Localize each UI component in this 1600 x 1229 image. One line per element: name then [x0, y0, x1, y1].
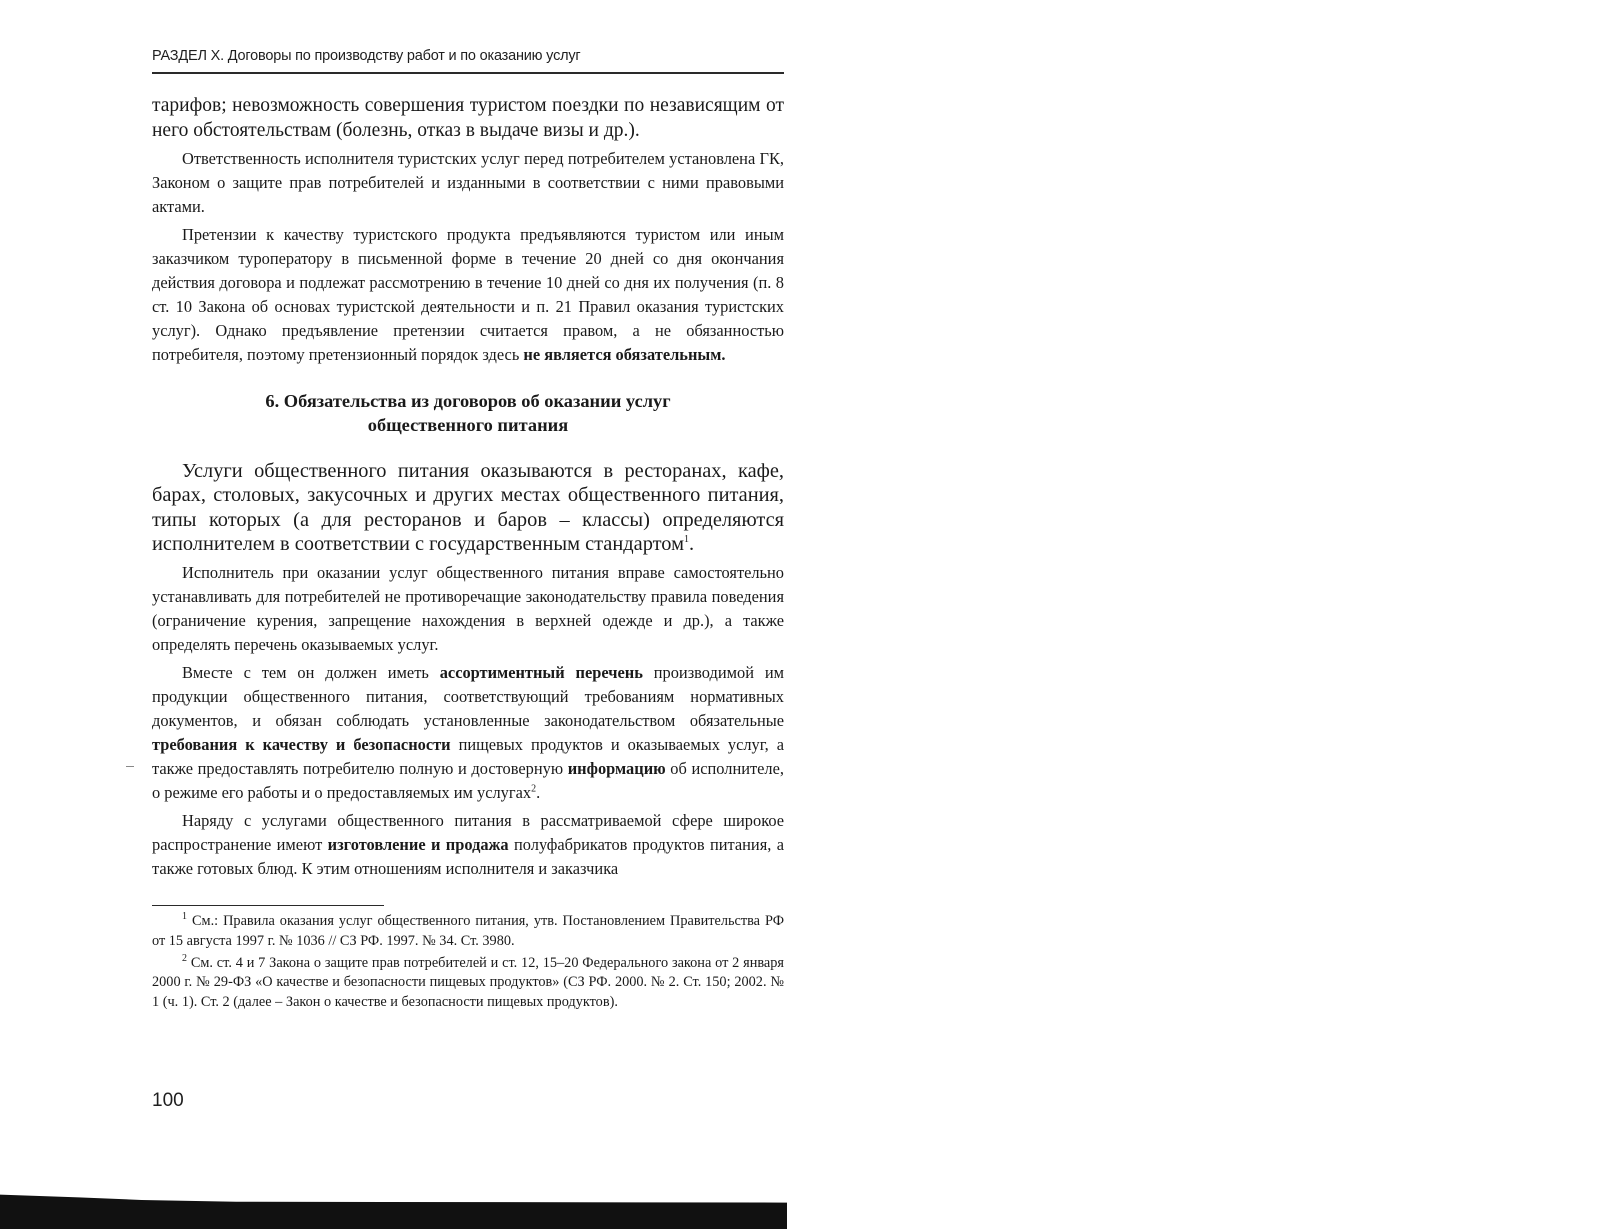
- footnote-2-text: См. ст. 4 и 7 Закона о защите прав потребителей и ст. 12, 15–20 Федерального закона от 2 января 2000 г. № 29-ФЗ «О качестве и безопасности пищевых продуктов» (СЗ РФ. 2000. № 2. Ст. 150; 2002. № 1 (ч. 1). Ст. 2 (далее – Закон о качестве и безопасности пищевых продуктов).: [152, 954, 784, 1010]
- margin-mark: [126, 766, 134, 767]
- footnote-ref-1: 1: [683, 534, 689, 546]
- paragraph-production: [152, 809, 784, 881]
- page-number: 100: [152, 1090, 184, 1111]
- duties-emphasis-1: ассортиментный перечень: [439, 662, 643, 682]
- claims-emphasis: не является обязательным.: [523, 345, 726, 364]
- duties-emphasis-3: информацию: [567, 758, 666, 778]
- duties-text-2: производимой им продукции общественного питания, соответствующий требованиям нормативных документов, и обязан соблюдать установленные законодательством обязательные: [152, 662, 784, 730]
- paragraph-claims: [152, 223, 784, 367]
- duties-end: .: [536, 782, 541, 802]
- scan-shadow-edge: [0, 1185, 787, 1229]
- production-text-1: Наряду с услугами общественного питания в рассматриваемой сфере широкое распространение имеют: [152, 810, 784, 854]
- duties-text-4: об исполнителе, о режиме его работы и о предоставляемых им услугах: [152, 758, 784, 802]
- paragraph-continuation: тарифов; невозможность совершения туристом поездки по независящим от него обстоятельствам (болезнь, отказ в выдаче визы и др.).: [152, 95, 784, 141]
- header-rule: [152, 72, 784, 74]
- footnote-2: [152, 954, 784, 1012]
- section-heading-line-1: 6. Обязательства из договоров об оказании услуг: [265, 391, 671, 411]
- footnote-1-mark: 1: [182, 911, 187, 923]
- page-content: [152, 44, 784, 1015]
- section-heading: [152, 389, 784, 437]
- footnote-rule: [152, 905, 384, 907]
- paragraph-intro: [152, 459, 784, 557]
- footnote-1: [152, 912, 784, 951]
- paragraph-duties: [152, 661, 784, 805]
- duties-text-3: пищевых продуктов и оказываемых услуг, а также предоставлять потребителю полную и достоверную: [152, 734, 784, 778]
- duties-text-1: Вместе с тем он должен иметь: [182, 662, 440, 682]
- claims-text: Претензии к качеству туристского продукта предъявляются туристом или иным заказчиком туроператору в письменной форме в течение 20 дней со дня окончания действия договора и подлежат рассмотрению в течение 10 дней со дня их получения (п. 8 ст. 10 Закона об основах туристской деятельности и п. 21 Правил оказания туристских услуг). Однако предъявление претензии считается правом, а не обязанностью потребителя, поэтому претензионный порядок здесь: [152, 225, 784, 364]
- footnote-2-mark: 2: [182, 953, 187, 965]
- intro-text: Услуги общественного питания оказываются в ресторанах, кафе, барах, столовых, закусочных и других местах общественного питания, типы которых (а для ресторанов и баров – классы) определяются исполнителем в соответствии с государственным стандартом: [152, 460, 784, 556]
- production-text-2: полуфабрикатов продуктов питания, а также готовых блюд. К этим отношениям исполнителя и заказчика: [152, 834, 784, 878]
- intro-end: .: [688, 533, 695, 556]
- paragraph-rules: Исполнитель при оказании услуг общественного питания вправе самостоятельно устанавливать для потребителей не противоречащие законодательству правила поведения (ограничение курения, запрещение нахождения в верхней одежде и др.), а также определять перечень оказываемых услуг.: [152, 562, 784, 654]
- paragraph-liability: Ответственность исполнителя туристских услуг перед потребителем установлена ГК, Законом о защите прав потребителей и изданными в соответствии с ними правовыми актами.: [152, 149, 784, 216]
- running-header: РАЗДЕЛ X. Договоры по производству работ и по оказанию услуг: [152, 48, 581, 64]
- section-heading-line-2: общественного питания: [367, 415, 569, 435]
- footnote-1-text: См.: Правила оказания услуг общественного питания, утв. Постановлением Правительства РФ от 15 августа 1997 г. № 1036 // СЗ РФ. 1997. № 34. Ст. 3980.: [152, 913, 784, 949]
- production-emphasis: изготовление и продажа: [327, 834, 509, 854]
- duties-emphasis-2: требования к качеству и безопасности: [152, 734, 451, 754]
- footnote-ref-2: 2: [531, 783, 537, 795]
